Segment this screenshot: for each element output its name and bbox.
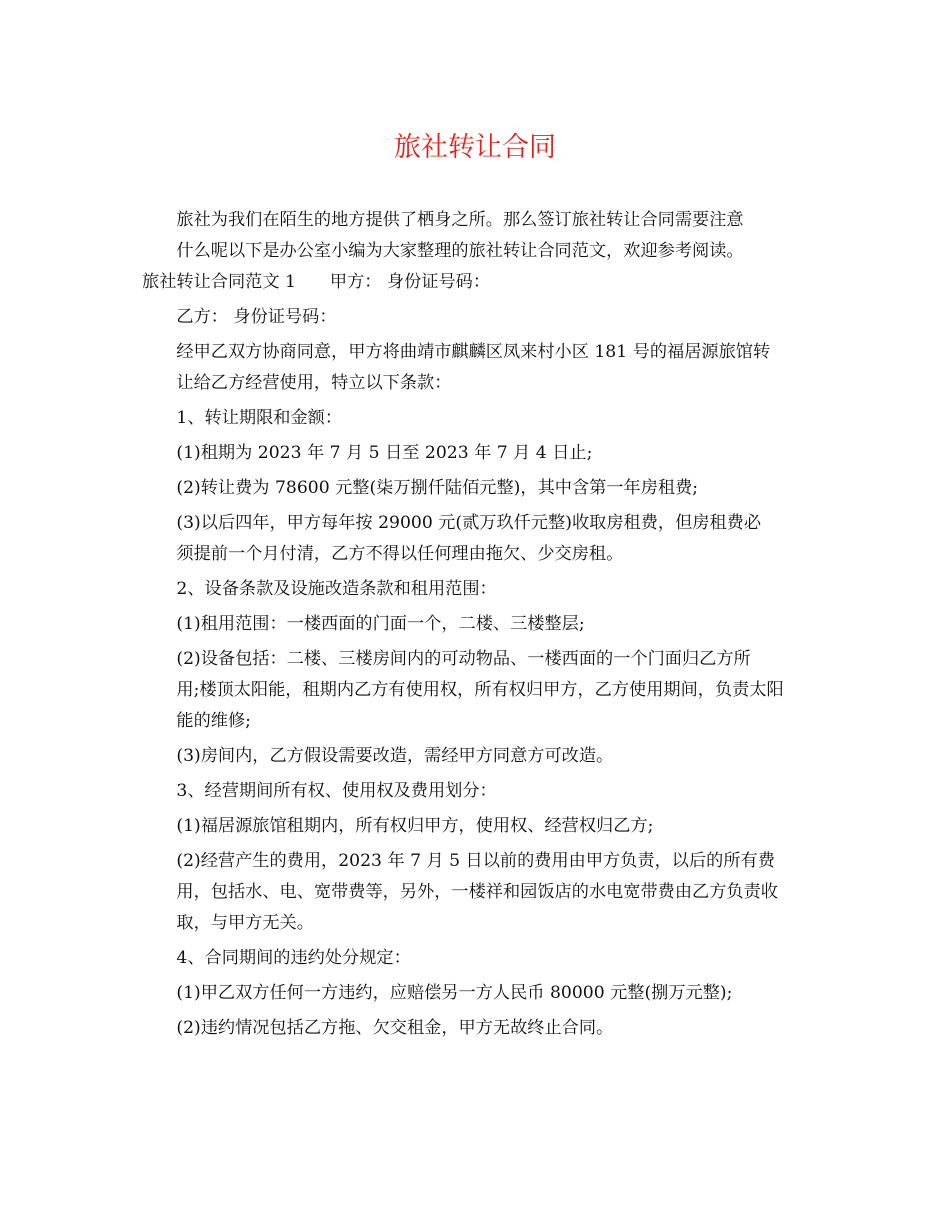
clause-2-3: (3)房间内，乙方假设需要改造，需经甲方同意方可改造。 bbox=[176, 746, 614, 766]
clause-1-2: (2)转让费为 78600 元整(柒万捌仟陆佰元整)，其中含第一年房租费; bbox=[176, 478, 699, 498]
section-4-title: 4、合同期间的违约处分规定： bbox=[176, 948, 411, 968]
party-b-line: 乙方： 身份证号码： bbox=[176, 307, 337, 327]
agreement-line-2: 让给乙方经营使用，特立以下条款： bbox=[176, 373, 452, 393]
party-a-line: 甲方： 身份证号码： bbox=[329, 272, 491, 292]
sample-heading: 旅社转让合同范文 1 bbox=[142, 272, 296, 292]
intro-paragraph bbox=[142, 205, 810, 267]
clause-1-1: (1)租期为 2023 年 7 月 5 日至 2023 年 7 月 4 日止; bbox=[176, 443, 593, 463]
clause-4-2: (2)违约情况包括乙方拖、欠交租金，甲方无故终止合同。 bbox=[176, 1018, 614, 1038]
section-3-title: 3、经营期间所有权、使用权及费用划分： bbox=[176, 781, 497, 801]
clause-4-1: (1)甲乙双方任何一方违约，应赔偿另一方人民币 80000 元整(捌万元整); bbox=[176, 983, 733, 1003]
clause-3-1: (1)福居源旅馆租期内，所有权归甲方，使用权、经营权归乙方; bbox=[176, 816, 654, 836]
intro-line-2: 什么呢以下是办公室小编为大家整理的旅社转让合同范文，欢迎参考阅读。 bbox=[176, 241, 744, 261]
document-title: 旅社转让合同 bbox=[394, 132, 556, 163]
section-2-title: 2、设备条款及设施改造条款和租用范围： bbox=[176, 579, 497, 599]
party-b-paragraph bbox=[142, 302, 810, 333]
clause-1-3: (3)以后四年，甲方每年按 29000 元(贰万玖仟元整)收取房租费，但房租费必 须提前一个月付清，乙方不得以任何理由拖欠、少交房租。 bbox=[176, 513, 762, 564]
clause-2-1: (1)租用范围：一楼西面的门面一个，二楼、三楼整层; bbox=[176, 614, 585, 634]
clause-3-2: (2)经营产生的费用，2023 年 7 月 5 日以前的费用由甲方负责，以后的所有费 用，包括水、电、宽带费等，另外，一楼祥和园饭店的水电宽带费由乙方负责收 取，与甲方无关。 bbox=[176, 851, 778, 933]
sample-heading-line bbox=[142, 267, 810, 298]
agreement-line-1: 经甲乙双方协商同意，甲方将曲靖市麒麟区凤来村小区 181 号的福居源旅馆转 bbox=[176, 342, 771, 362]
section-1-title: 1、转让期限和金额： bbox=[176, 408, 343, 428]
intro-line-1: 旅社为我们在陌生的地方提供了栖身之所。那么签订旅社转让合同需要注意 bbox=[176, 210, 744, 230]
agreement-paragraph bbox=[142, 337, 810, 399]
clause-2-2: (2)设备包括：二楼、三楼房间内的可动物品、一楼西面的一个门面归乙方所 用;楼顶太阳能，租期内乙方有使用权，所有权归甲方，乙方使用期间，负责太阳 能的维修; bbox=[176, 649, 784, 731]
document-body bbox=[142, 205, 810, 1044]
